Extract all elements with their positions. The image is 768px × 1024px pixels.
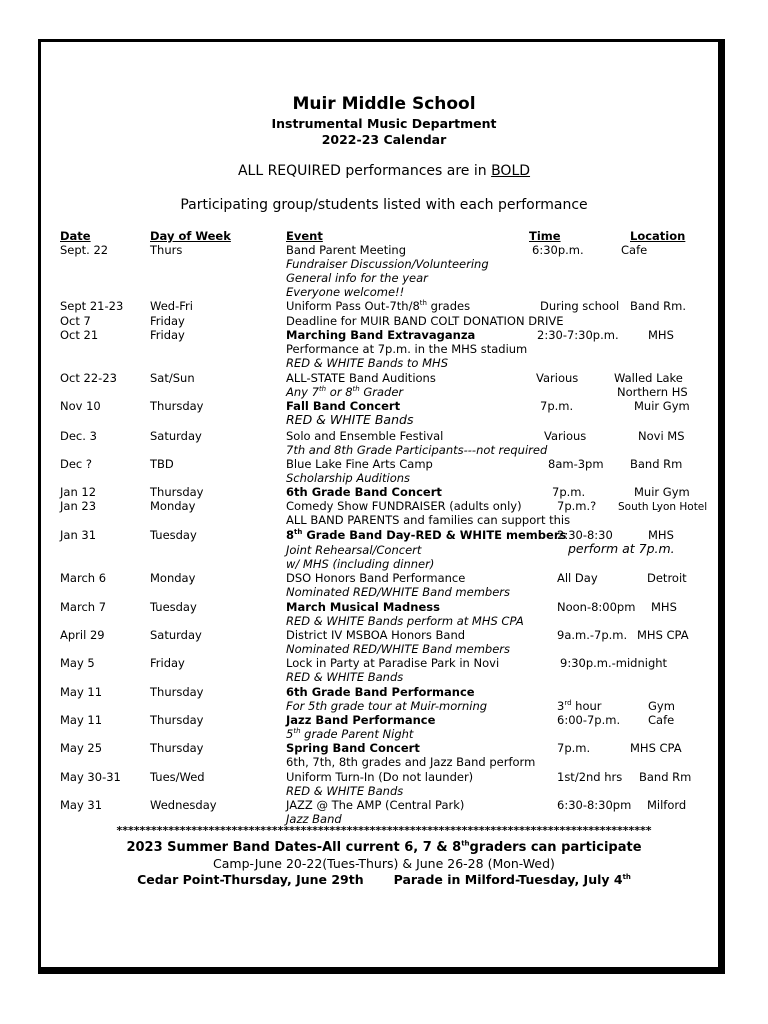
event-time: 6:30p.m. [532, 243, 584, 257]
event-date: Oct 21 [60, 328, 99, 342]
event-day: Saturday [150, 429, 202, 443]
event-note: Fundraiser Discussion/Volunteering [286, 257, 489, 271]
event-title: Jazz Band Performance [286, 713, 436, 727]
event-title: Spring Band Concert [286, 741, 420, 755]
event-note: Nominated RED/WHITE Band members [286, 642, 511, 656]
event-location: Walled Lake [614, 371, 683, 385]
event-perform-time: perform at 7p.m. [568, 541, 675, 556]
event-day: Sat/Sun [150, 371, 195, 385]
event-note: RED & WHITE Bands perform at MHS CPA [286, 614, 524, 628]
event-note: w/ MHS (including dinner) [286, 557, 435, 571]
event-title: 8th Grade Band Day-RED & WHITE members [286, 528, 567, 542]
event-location: Band Rm [630, 457, 683, 471]
event-date: Jan 31 [60, 528, 97, 542]
event-time: 2:30-7:30p.m. [537, 328, 619, 342]
event-date: March 6 [60, 571, 107, 585]
event-time: 2:30-8:30 [557, 528, 613, 542]
event-title: Lock in Party at Paradise Park in Novi [286, 656, 500, 670]
event-date: Nov 10 [60, 399, 101, 413]
stars-divider: ********************************************************************************************* [116, 824, 652, 837]
department-title: Instrumental Music Department [271, 116, 497, 131]
event-note: For 5th grade tour at Muir-morning [286, 699, 488, 713]
event-time: 9:30p.m.-midnight [560, 656, 668, 670]
event-location: Milford [647, 798, 687, 812]
event-title: Fall Band Concert [286, 399, 401, 413]
event-day: Wednesday [150, 798, 217, 812]
summer-title: 2023 Summer Band Dates-All current 6, 7 & 8thgraders can participate [126, 839, 642, 855]
event-location: MHS [651, 600, 677, 614]
event-detail: ALL BAND PARENTS and families can support this [286, 513, 571, 527]
event-day: Thursday [150, 685, 204, 699]
event-location: MHS CPA [630, 741, 682, 755]
event-date: Dec ? [60, 457, 93, 471]
event-date: Sept. 22 [60, 243, 109, 257]
event-note: Everyone welcome!! [286, 285, 405, 299]
event-title: Comedy Show FUNDRAISER (adults only) [286, 499, 522, 513]
event-detail: 6th, 7th, 8th grades and Jazz Band perform [286, 755, 536, 769]
event-note: 5th grade Parent Night [286, 727, 414, 741]
event-time: 6:00-7p.m. [557, 713, 621, 727]
event-note: 7th and 8th Grade Participants---not required [286, 443, 548, 457]
event-time: 6:30-8:30pm [557, 798, 632, 812]
event-title: ALL-STATE Band Auditions [286, 371, 436, 385]
event-title: Band Parent Meeting [286, 243, 407, 257]
event-day: Tuesday [150, 600, 197, 614]
required-note: ALL REQUIRED performances are in BOLD [237, 163, 531, 179]
event-location: Northern HS [617, 385, 688, 399]
event-day: Thursday [150, 485, 204, 499]
event-time: 8am-3pm [548, 457, 604, 471]
event-location: Band Rm. [630, 299, 687, 313]
event-title: DSO Honors Band Performance [286, 571, 466, 585]
event-title: Deadline for MUIR BAND COLT DONATION DRIVE [286, 314, 564, 328]
calendar-title: 2022-23 Calendar [321, 132, 447, 147]
participating-note: Participating group/students listed with each performance [180, 197, 588, 213]
event-time: 7p.m. [557, 741, 591, 755]
event-note: RED & WHITE Bands [286, 670, 404, 684]
event-location: MHS CPA [637, 628, 689, 642]
event-note: Joint Rehearsal/Concert [286, 543, 422, 557]
event-time: 3rd hour [557, 699, 602, 713]
event-date: Oct 22-23 [60, 371, 117, 385]
summer-camp: Camp-June 20-22(Tues-Thurs) & June 26-28 (Mon-Wed) [213, 856, 555, 871]
event-day: Saturday [150, 628, 202, 642]
event-day: Friday [150, 656, 185, 670]
bold-word: BOLD [491, 163, 531, 179]
event-date: May 11 [60, 713, 103, 727]
col-date: Date [60, 229, 91, 243]
event-day: Thursday [150, 399, 204, 413]
col-location: Location [630, 229, 686, 243]
event-location: Novi MS [638, 429, 685, 443]
event-note: Any 7th or 8th Grader [286, 385, 404, 399]
event-date: May 31 [60, 798, 103, 812]
event-time: Noon-8:00pm [557, 600, 636, 614]
event-note: Jazz Band [286, 812, 342, 826]
event-detail: Performance at 7p.m. in the MHS stadium [286, 342, 528, 356]
event-location: Muir Gym [634, 399, 690, 413]
event-time: 9a.m.-7p.m. [557, 628, 628, 642]
event-day: Tues/Wed [150, 770, 205, 784]
event-date: Oct 7 [60, 314, 91, 328]
event-location: MHS [648, 328, 674, 342]
col-event: Event [286, 229, 323, 243]
event-date: March 7 [60, 600, 107, 614]
event-location: Cafe [621, 243, 648, 257]
event-location: MHS [648, 528, 674, 542]
event-title: District IV MSBOA Honors Band [286, 628, 466, 642]
event-location: Gym [648, 699, 675, 713]
event-date: May 11 [60, 685, 103, 699]
event-time: Various [544, 429, 587, 443]
event-day: Thurs [150, 243, 183, 257]
event-note: RED & WHITE Bands to MHS [286, 356, 448, 370]
event-day: Friday [150, 314, 185, 328]
event-date: May 25 [60, 741, 103, 755]
event-day: TBD [150, 457, 174, 471]
school-title: Muir Middle School [292, 94, 476, 114]
summer-events: Cedar Point-Thursday, June 29th Parade in Milford-Tuesday, July 4th [137, 872, 631, 887]
event-note: Nominated RED/WHITE Band members [286, 585, 511, 599]
event-location: Muir Gym [634, 485, 690, 499]
event-title: March Musical Madness [286, 600, 440, 614]
col-day: Day of Week [150, 229, 231, 243]
event-title: Blue Lake Fine Arts Camp [286, 457, 433, 471]
event-title: Uniform Turn-In (Do not launder) [286, 770, 474, 784]
event-title: JAZZ @ The AMP (Central Park) [286, 798, 465, 812]
event-location: Detroit [647, 571, 687, 585]
event-date: Jan 12 [60, 485, 97, 499]
col-time: Time [529, 229, 561, 243]
event-time: Various [536, 371, 579, 385]
event-title: Uniform Pass Out-7th/8th grades [286, 299, 471, 313]
event-date: April 29 [60, 628, 105, 642]
event-location: Cafe [648, 713, 675, 727]
event-day: Friday [150, 328, 185, 342]
event-day: Monday [150, 499, 196, 513]
event-note: Scholarship Auditions [286, 471, 411, 485]
event-date: Jan 23 [60, 499, 97, 513]
event-time: All Day [557, 571, 598, 585]
event-note: General info for the year [286, 271, 428, 285]
event-day: Thursday [150, 741, 204, 755]
event-date: Dec. 3 [60, 429, 97, 443]
event-note: RED & WHITE Bands [286, 412, 414, 427]
event-date: May 30-31 [60, 770, 121, 784]
event-note: RED & WHITE Bands [286, 784, 404, 798]
event-title: 6th Grade Band Concert [286, 485, 442, 499]
event-title: 6th Grade Band Performance [286, 685, 475, 699]
event-day: Tuesday [150, 528, 197, 542]
event-location: South Lyon Hotel [618, 501, 708, 513]
event-location: Band Rm [639, 770, 692, 784]
event-time: 7p.m. [552, 485, 586, 499]
event-time: 7p.m. [540, 399, 574, 413]
event-title: Solo and Ensemble Festival [286, 429, 444, 443]
event-day: Wed-Fri [150, 299, 193, 313]
event-time: 7p.m.? [557, 499, 597, 513]
event-date: Sept 21-23 [60, 299, 124, 313]
event-date: May 5 [60, 656, 95, 670]
event-time: 1st/2nd hrs [557, 770, 623, 784]
event-title: Marching Band Extravaganza [286, 328, 476, 342]
event-day: Monday [150, 571, 196, 585]
event-day: Thursday [150, 713, 204, 727]
event-time: During school [540, 299, 620, 313]
